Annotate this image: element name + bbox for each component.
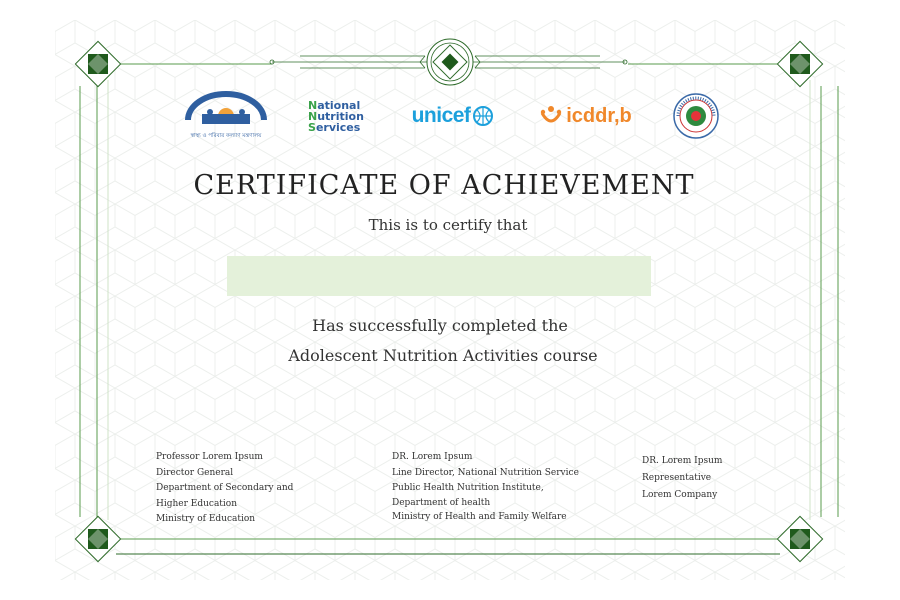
nns-line-3: ervices: [315, 120, 361, 134]
corner-ornament-top-right: [777, 41, 822, 86]
top-ornament: [270, 39, 627, 85]
signatory-2: [392, 450, 579, 526]
signatory-2-ministry: Ministry of Health and Family Welfare: [392, 512, 567, 522]
nns-initial-1: N: [308, 98, 318, 112]
signatory-3-name: DR. Lorem Ipsum: [642, 456, 723, 466]
nns-initial-3: S: [308, 120, 316, 134]
signatory-2-name: DR. Lorem Ipsum: [392, 452, 473, 462]
corner-ornament-bottom-right: [777, 516, 822, 561]
corner-ornament-top-left: [75, 41, 120, 86]
people-icon: [539, 105, 563, 127]
signatory-2-title: Line Director, National Nutrition Service: [392, 467, 579, 478]
signatory-1-title: Director General: [156, 467, 234, 478]
certificate-title: CERTIFICATE OF ACHIEVEMENT: [193, 170, 695, 201]
signatory-2-institute: Public Health Nutrition Institute,: [392, 483, 544, 493]
globe-icon: [472, 105, 494, 127]
recipient-name-field[interactable]: [227, 256, 651, 296]
signatory-2-department: Department of health: [392, 498, 491, 508]
nns-initial-2: N: [308, 109, 318, 123]
signatory-1: [156, 450, 293, 528]
signatory-1-name: Professor Lorem Ipsum: [156, 452, 263, 462]
certify-text: This is to certify that: [368, 216, 528, 234]
signatory-3: [642, 453, 722, 504]
national-nutrition-services-logo: [308, 88, 368, 144]
signatory-1-dept-line-2: Higher Education: [156, 498, 238, 509]
corner-ornament-bottom-left: [75, 516, 120, 561]
dghs-caption: স্বাস্থ্য ও পরিবার কল্যাণ মন্ত্রণালয়: [190, 133, 262, 139]
completed-text: Has successfully completed the: [312, 316, 568, 335]
course-name: Adolescent Nutrition Activities course: [288, 346, 598, 365]
signatory-1-ministry: Ministry of Education: [156, 514, 256, 524]
government-seal-logo: [670, 88, 722, 144]
dghs-logo: [180, 88, 272, 144]
nns-line-2: utrition: [317, 109, 364, 123]
signatory-3-title: Representative: [642, 473, 712, 483]
icddrb-logo: [538, 88, 633, 144]
icddrb-wordmark: icddr,b: [566, 104, 632, 127]
sponsor-logos: [170, 88, 730, 148]
unicef-wordmark: unicef: [411, 104, 471, 127]
signatory-1-dept-line-1: Department of Secondary and: [156, 483, 294, 493]
unicef-logo: [408, 88, 498, 144]
nns-line-1: ational: [317, 98, 361, 112]
signatory-3-company: Lorem Company: [642, 490, 718, 500]
